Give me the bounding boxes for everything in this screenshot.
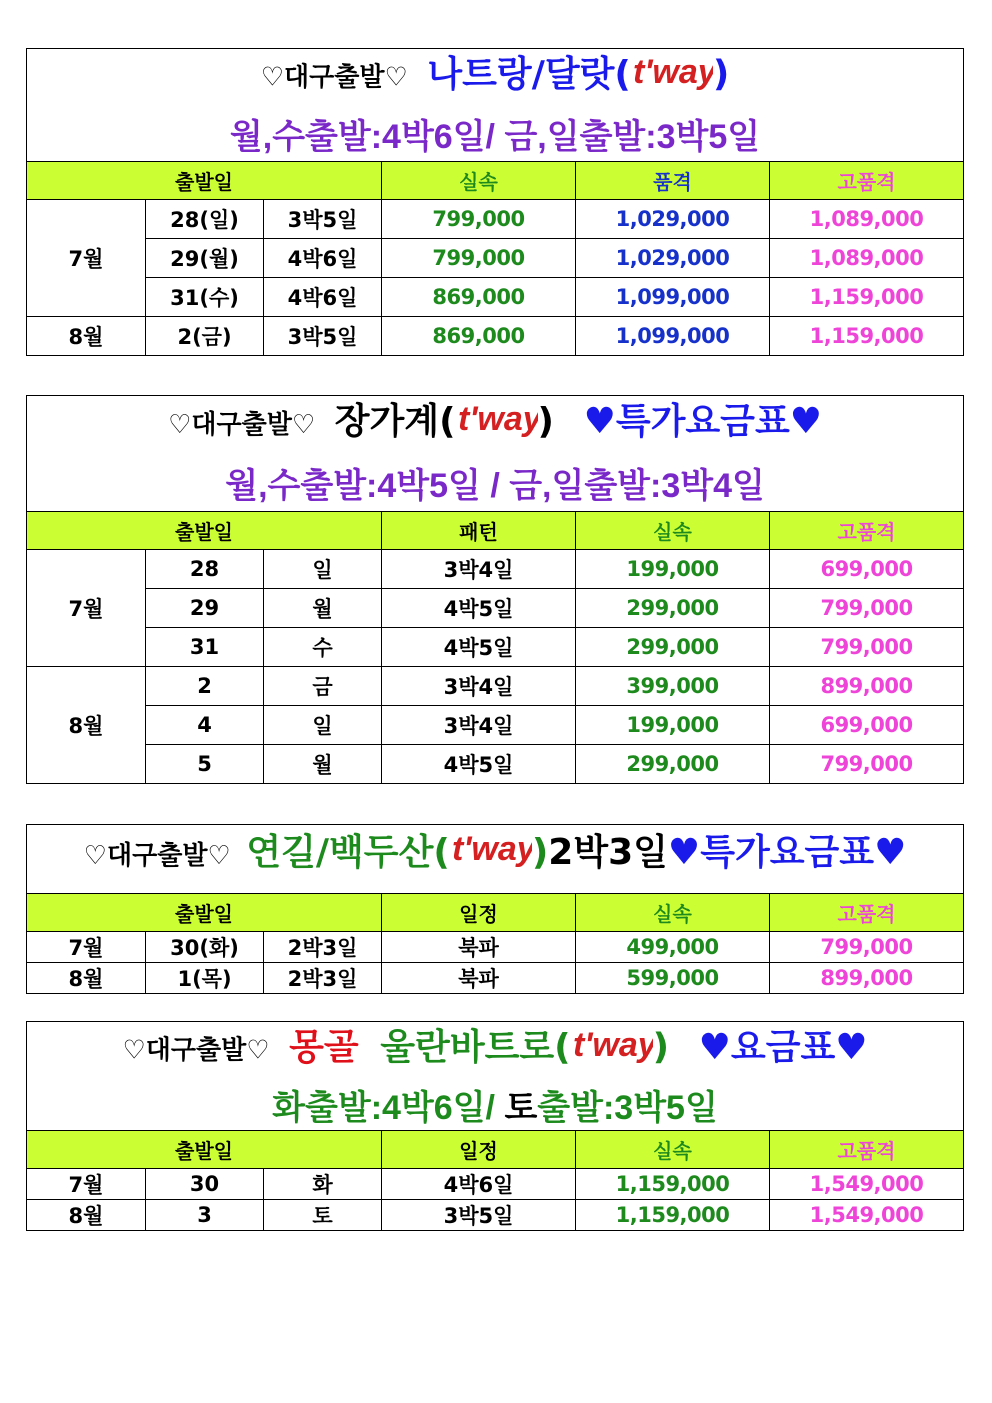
day-cell: 30 [146,1169,264,1200]
price-gopumgyeok: 799,000 [770,628,964,667]
duration-cell: 3박5일 [264,317,382,356]
weekday-cell: 일 [264,550,382,589]
price-silsok: 199,000 [576,550,770,589]
month-cell: 7월 [27,200,146,317]
duration-cell: 3박5일 [264,200,382,239]
header-pumgyeok: 품격 [576,162,770,200]
price-silsok: 1,159,000 [576,1200,770,1231]
month-cell: 7월 [27,1169,146,1200]
tway-logo [456,396,538,461]
month-cell: 8월 [27,963,146,994]
price-gopumgyeok: 699,000 [770,550,964,589]
zhangjiajie-table [26,395,964,784]
day-cell: 5 [146,745,264,784]
price-silsok: 599,000 [576,963,770,994]
pattern-cell: 4박5일 [382,628,576,667]
day-cell: 2 [146,667,264,706]
destination-title: 나트랑/달랏( [427,53,631,95]
weekday-cell: 화 [264,1169,382,1200]
destination-title: 연길/백두산( [246,832,450,873]
date-cell: 28(일) [146,200,264,239]
price-pumgyeok: 1,099,000 [576,317,770,356]
day-cell: 29 [146,589,264,628]
zhangjiajie-title-cell [27,396,964,512]
weekday-cell: 월 [264,589,382,628]
header-silsok: 실속 [576,1131,770,1169]
destination-title: 울란바트로( [380,1026,571,1068]
destination-close: ) [531,832,549,873]
table-row [27,745,964,784]
date-cell: 1(목) [146,963,264,994]
special-rate-label: ♥특가요금표♥ [583,401,822,442]
table-row [27,706,964,745]
duration-cell: 2박3일 [264,963,382,994]
yanji-title-cell [27,825,964,894]
price-gopumgyeok: 799,000 [770,745,964,784]
rate-label: ♥요금표♥ [698,1026,868,1068]
month-cell: 8월 [27,667,146,784]
price-silsok: 299,000 [576,628,770,667]
subtitle-saturday-rest: 출발:3박5일 [537,1089,718,1127]
price-silsok: 1,159,000 [576,1169,770,1200]
nhatrang-title-cell [27,49,964,162]
pattern-cell: 4박5일 [382,745,576,784]
day-cell: 28 [146,550,264,589]
duration-cell: 2박3일 [264,932,382,963]
header-departure: 출발일 [27,1131,382,1169]
price-gopumgyeok: 1,159,000 [770,317,964,356]
subtitle: 월,수출발:4박5일 / 금,일출발:3박4일 [225,467,765,505]
header-departure: 출발일 [27,162,382,200]
duration-title: 2박3일 [548,832,668,873]
weekday-cell: 금 [264,667,382,706]
tway-logo [631,49,713,113]
table-row [27,667,964,706]
date-cell: 29(월) [146,239,264,278]
header-schedule: 일정 [382,894,576,932]
svg-text:t'way: t'way [451,830,532,868]
duration-cell: 4박6일 [264,239,382,278]
header-gopumgyeok: 고품격 [770,162,964,200]
header-gopumgyeok: 고품격 [770,894,964,932]
title-prefix: ♡대구출발♡ [168,410,316,440]
day-cell: 4 [146,706,264,745]
price-gopumgyeok: 1,089,000 [770,239,964,278]
tway-logo [450,826,532,893]
table-row [27,932,964,963]
svg-text:t'way: t'way [572,1026,653,1064]
weekday-cell: 월 [264,745,382,784]
table-row [27,628,964,667]
price-gopumgyeok: 699,000 [770,706,964,745]
header-silsok: 실속 [382,162,576,200]
yanji-table [26,824,964,994]
duration-cell: 4박6일 [264,278,382,317]
day-cell: 3 [146,1200,264,1231]
pattern-cell: 3박4일 [382,667,576,706]
title-prefix: ♡대구출발♡ [122,1035,270,1066]
header-gopumgyeok: 고품격 [770,512,964,550]
subtitle-tuesday: 화출발:4박6일/ [272,1089,505,1127]
price-gopumgyeok: 1,089,000 [770,200,964,239]
price-silsok: 299,000 [576,745,770,784]
table-row [27,963,964,994]
price-silsok: 199,000 [576,706,770,745]
pattern-cell: 4박5일 [382,589,576,628]
header-departure: 출발일 [27,894,382,932]
month-cell: 7월 [27,932,146,963]
price-gopumgyeok: 799,000 [770,932,964,963]
schedule-cell: 북파 [382,963,576,994]
table-row [27,589,964,628]
price-gopumgyeok: 799,000 [770,589,964,628]
schedule-cell: 4박6일 [382,1169,576,1200]
weekday-cell: 수 [264,628,382,667]
price-pumgyeok: 1,029,000 [576,200,770,239]
day-cell: 31 [146,628,264,667]
mongolia-title-cell [27,1022,964,1131]
month-cell: 8월 [27,1200,146,1231]
table-row [27,1200,964,1231]
table-row [27,317,964,356]
destination-close: ) [652,1026,670,1068]
destination-title: 장가계( [334,401,456,442]
header-silsok: 실속 [576,894,770,932]
price-silsok: 799,000 [382,239,576,278]
price-silsok: 799,000 [382,200,576,239]
destination-close: ) [712,53,730,95]
month-cell: 7월 [27,550,146,667]
subtitle-saturday: 토 [504,1089,538,1127]
price-gopumgyeok: 899,000 [770,667,964,706]
pattern-cell: 3박4일 [382,550,576,589]
pattern-cell: 3박4일 [382,706,576,745]
price-silsok: 869,000 [382,278,576,317]
month-cell: 8월 [27,317,146,356]
title-prefix: ♡대구출발♡ [83,841,231,871]
header-pattern: 패턴 [382,512,576,550]
schedule-cell: 북파 [382,932,576,963]
svg-text:t'way: t'way [457,400,538,438]
price-silsok: 869,000 [382,317,576,356]
price-pumgyeok: 1,099,000 [576,278,770,317]
title-prefix: ♡대구출발♡ [260,62,408,93]
price-silsok: 399,000 [576,667,770,706]
price-gopumgyeok: 899,000 [770,963,964,994]
header-gopumgyeok: 고품격 [770,1131,964,1169]
weekday-cell: 일 [264,706,382,745]
date-cell: 30(화) [146,932,264,963]
svg-text:t'way: t'way [632,53,713,91]
header-departure: 출발일 [27,512,382,550]
price-gopumgyeok: 1,549,000 [770,1169,964,1200]
price-silsok: 299,000 [576,589,770,628]
header-schedule: 일정 [382,1131,576,1169]
subtitle: 월,수출발:4박6일/ 금,일출발:3박5일 [229,118,761,156]
special-rate-label: ♥특가요금표♥ [667,832,907,873]
price-pumgyeok: 1,029,000 [576,239,770,278]
nhatrang-table [26,48,964,356]
table-row [27,1169,964,1200]
table-row [27,550,964,589]
price-gopumgyeok: 1,159,000 [770,278,964,317]
weekday-cell: 토 [264,1200,382,1231]
table-row [27,200,964,239]
destination-mongolia: 몽골 [289,1026,359,1068]
mongolia-table [26,1021,964,1231]
price-silsok: 499,000 [576,932,770,963]
schedule-cell: 3박5일 [382,1200,576,1231]
tway-logo [571,1022,653,1086]
date-cell: 31(수) [146,278,264,317]
header-silsok: 실속 [576,512,770,550]
table-row [27,239,964,278]
price-gopumgyeok: 1,549,000 [770,1200,964,1231]
date-cell: 2(금) [146,317,264,356]
table-row [27,278,964,317]
destination-close: ) [537,401,554,442]
